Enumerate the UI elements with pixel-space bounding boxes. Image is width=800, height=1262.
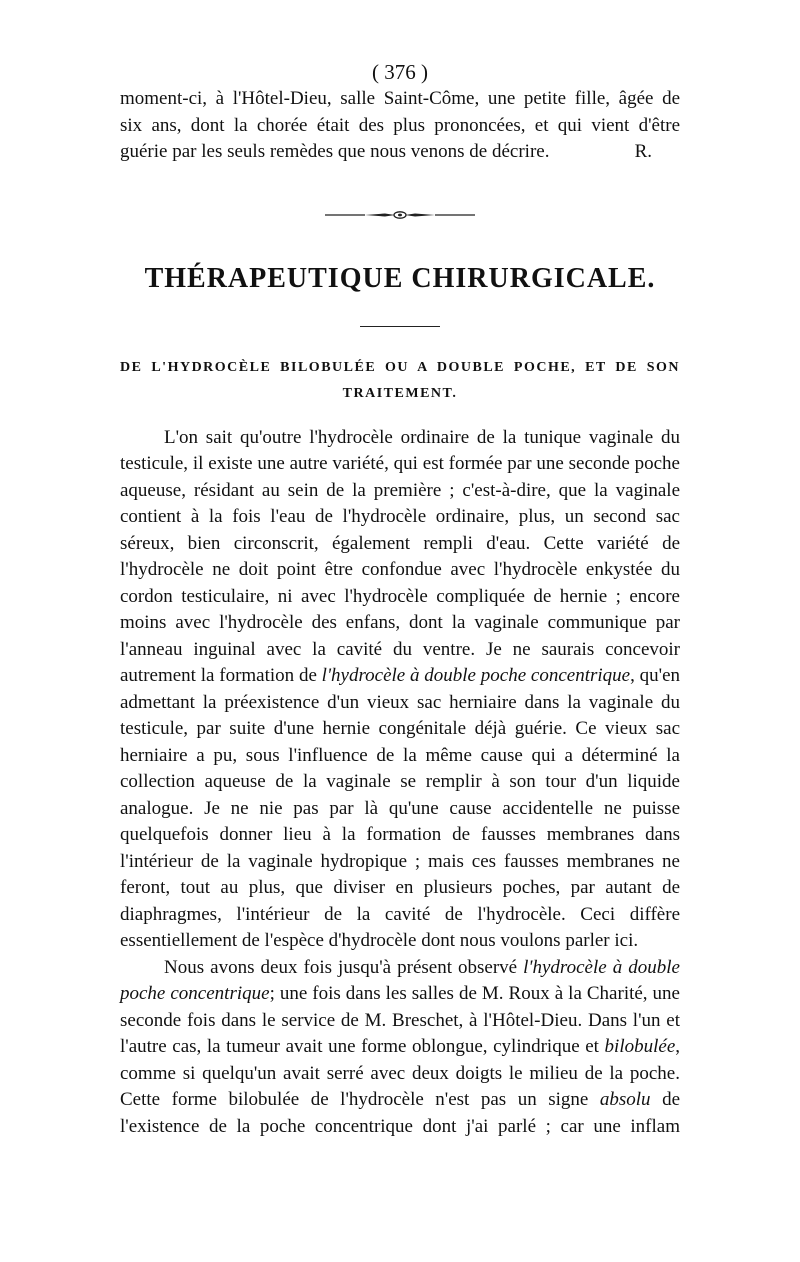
p1-text-2: , qu'en admettant la préexistence d'un vieux sac herniaire dans la vaginale du testicule, par suite d'une hernie congénitale déjà guérie. Ce vieux sac herniaire a pu, sous l'influence de la même cause qui a déterminé la collection aqueuse de la vaginale se remplir à son tour d'un liquide analogue. Je ne nie pas par là qu'une cause accidentelle ne puisse quelquefois donner lieu à la formation de fausses membranes dans l'intérieur de la vaginale hydropique ; mais ces fausses membranes ne feront, tout au plus, que diviser en plusieurs poches, par autant de diaphragmes, l'intérieur de la cavité de l'hydrocèle. Ceci diffère essentiellement de l'espèce d'hydrocèle dont nous voulons parler ici. bbox=[120, 665, 680, 951]
page-number: ( 376 ) bbox=[372, 60, 428, 84]
p2-italic-1: l'hydrocèle à double poche concentrique bbox=[120, 956, 680, 1004]
p2-italic-3: absolu bbox=[599, 1089, 651, 1110]
article-title-line-1: DE L'HYDROCÈLE BILOBULÉE OU A DOUBLE POCHE, ET DE SON bbox=[120, 359, 680, 375]
intro-line-3 bbox=[120, 139, 680, 166]
article-title bbox=[120, 355, 680, 407]
p2-text-3: , comme si quelqu'un avait serré avec deux doigts le milieu de la poche. Cette forme bilobulée de l'hydrocèle n'est pas un signe bbox=[120, 1036, 680, 1110]
body-paragraph-2 bbox=[120, 955, 680, 1141]
p1-italic-1: l'hydrocèle à double poche concentrique bbox=[321, 665, 631, 686]
title-rule bbox=[360, 326, 440, 327]
p2-text-2: ; une fois dans les salles de M. Roux à la Charité, une seconde fois dans le service de M. Breschet, à l'Hôtel-Dieu. Dans l'un et l'autre cas, la tumeur avait une forme oblongue, cylindrique et bbox=[120, 983, 680, 1057]
ornament-divider bbox=[120, 208, 680, 222]
article-body bbox=[120, 425, 680, 1141]
intro-paragraph bbox=[120, 86, 680, 166]
p2-text-4: de l'existence de la poche concentrique dont j'ai parlé ; car une inflam bbox=[120, 1089, 681, 1137]
section-title: THÉRAPEUTIQUE CHIRURGICALE. bbox=[144, 262, 656, 294]
p2-text-1: Nous avons deux fois jusqu'à présent observé bbox=[164, 956, 524, 978]
body-paragraph-1 bbox=[120, 425, 680, 955]
intro-line-1: moment-ci, à l'Hôtel-Dieu, salle Saint-Côme, une petite fille, âgée de bbox=[120, 88, 680, 109]
p1-text-1: L'on sait qu'outre l'hydrocèle ordinaire de la tunique vaginale du testicule, il existe une autre variété, qui est formée par une seconde poche aqueuse, résidant au sein de la première ; c'est-à-dire, que la vaginale contient à la fois l'eau de l'hydrocèle ordinaire, plus, un second sac séreux, bien circonscrit, également rempli d'eau. Cette variété de l'hydrocèle ne doit point être confondue avec l'hydrocèle enkystée du cordon testiculaire, ni avec l'hydrocèle compliquée de hernie ; encore moins avec l'hydrocèle des enfans, dont la vaginale communique par l'anneau inguinal avec la cavité du ventre. Je ne saurais concevoir autrement la formation de bbox=[120, 426, 680, 686]
intro-line-2: six ans, dont la chorée était des plus prononcées, et qui vient d'être bbox=[120, 114, 680, 136]
p2-italic-2: bilobulée bbox=[604, 1036, 676, 1057]
intro-signature: R. bbox=[634, 141, 652, 162]
intro-line-3-text: guérie par les seuls remèdes que nous venons de décrire. bbox=[120, 141, 550, 162]
book-page bbox=[120, 60, 680, 1140]
ornament-divider-icon bbox=[325, 208, 475, 222]
article-title-line-2: TRAITEMENT. bbox=[342, 385, 458, 401]
